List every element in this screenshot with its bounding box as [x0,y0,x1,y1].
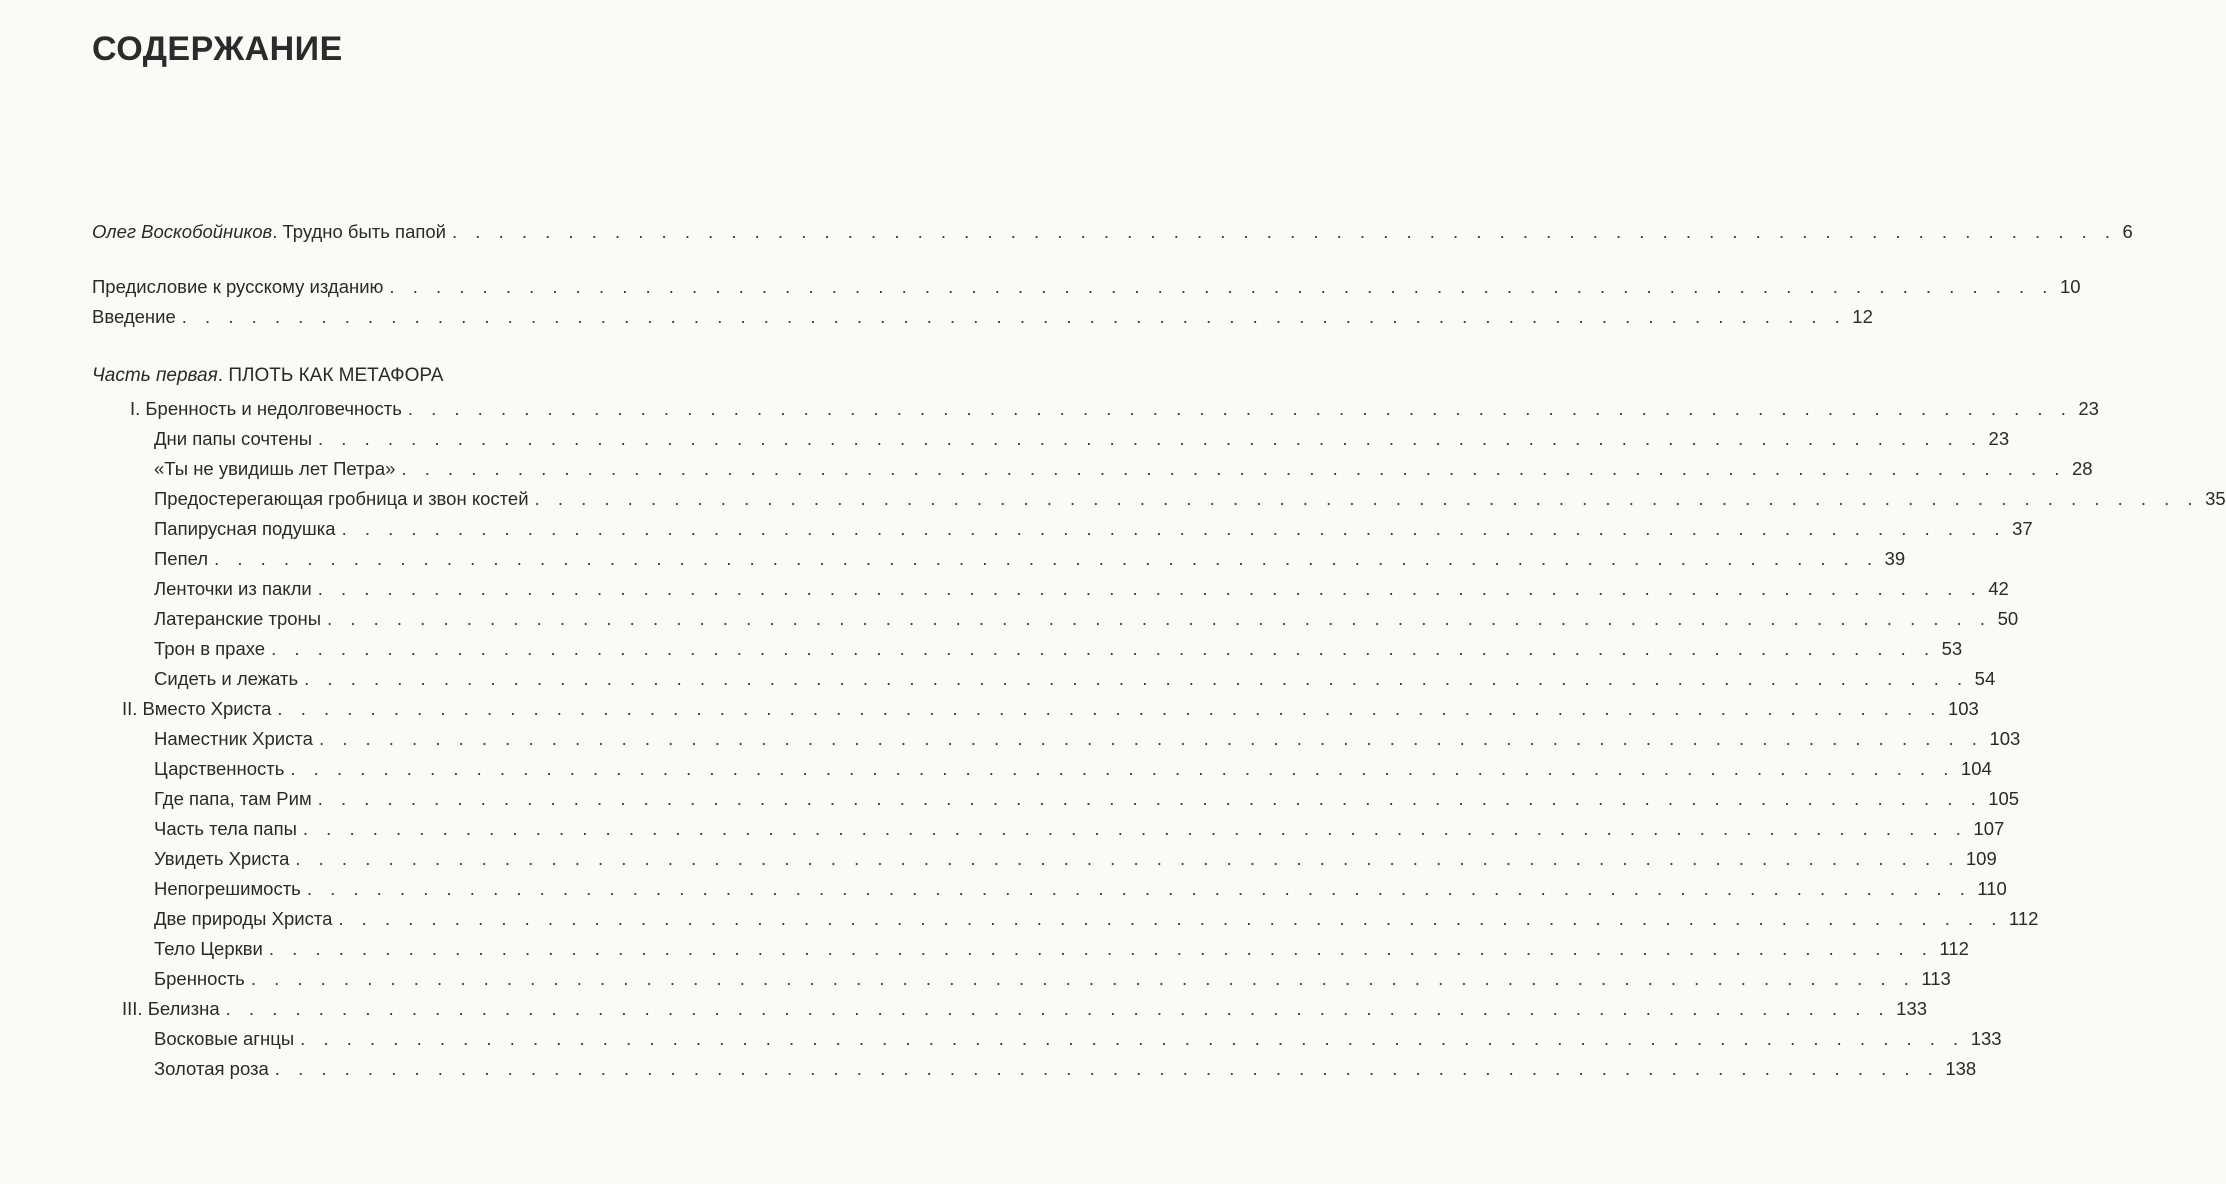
toc-leader-dots: . . . . . . . . . . . . . . . . . . . . . . . . . . . . . . . . . . . . . . . . . . . . . . . . . . . . . . . . . . . . . . . . . . . . . . . . [290,758,1955,779]
toc-leader-dots: . . . . . . . . . . . . . . . . . . . . . . . . . . . . . . . . . . . . . . . . . . . . . . . . . . . . . . . . . . . . . . . . . . . . . . . . [341,518,2007,539]
toc-leader-dots: . . . . . . . . . . . . . . . . . . . . . . . . . . . . . . . . . . . . . . . . . . . . . . . . . . . . . . . . . . . . . . . . . . . . . . . . [274,1058,1940,1079]
toc-page-number: 50 [1997,608,2019,629]
toc-entry-foreword-voskoboynikov[interactable] [92,213,2133,243]
toc-section-title: Непогрешимость [154,878,301,899]
toc-section-title: Дни папы сочтены [154,428,313,449]
toc-entry-introduction[interactable] [92,298,1873,328]
toc-section-title: Восковые агнцы [154,1028,295,1049]
toc-page-number: 53 [1941,638,1963,659]
toc-page-number: 113 [1921,968,1951,989]
toc-entry-title: Введение [92,306,176,327]
toc-chapter-title: III. Белизна [122,998,220,1019]
toc-section[interactable] [154,810,2005,840]
toc-leader-dots: . . . . . . . . . . . . . . . . . . . . . . . . . . . . . . . . . . . . . . . . . . . . . . . . . . . . . . . . . . . . . . . . . . . . . . . . [452,221,2117,242]
toc-chapter-1[interactable] [130,390,2099,420]
toc-page-number: 109 [1965,848,1997,869]
toc-page-number: 23 [2078,398,2099,419]
toc-section[interactable] [154,870,2007,900]
toc-leader-dots: . . . . . . . . . . . . . . . . . . . . . . . . . . . . . . . . . . . . . . . . . . . . . . . . . . . . . . . . . . . . . . . . . . . . . . . . [214,548,1879,569]
toc-section[interactable] [154,600,2019,630]
toc-page-number: 103 [1947,698,1979,719]
toc-section[interactable] [154,540,1906,570]
toc-section-title: Часть тела папы [154,818,297,839]
toc-page-number: 110 [1977,878,2007,899]
toc-page-number: 42 [1988,578,2009,599]
toc-chapter-3[interactable] [122,990,1928,1020]
toc-page-number: 105 [1988,788,2020,809]
toc-section-title: Сидеть и лежать [154,668,299,689]
part-heading [92,365,443,387]
toc-section[interactable] [154,1020,2002,1050]
toc-chapter-2[interactable] [122,690,1979,720]
toc-section-title: Увидеть Христа [154,848,290,869]
toc-section[interactable] [154,570,2009,600]
toc-section-title: Царственность [154,758,285,779]
toc-page-number: 104 [1960,758,1992,779]
toc-page-number: 12 [1852,306,1873,327]
toc-section[interactable] [154,660,1996,690]
toc-section-title: Трон в прахе [154,638,266,659]
toc-page-number: 112 [1939,938,1969,959]
toc-section[interactable] [154,960,1951,990]
toc-section[interactable] [154,720,2021,750]
toc-leader-dots: . . . . . . . . . . . . . . . . . . . . . . . . . . . . . . . . . . . . . . . . . . . . . . . . . . . . . . . . . . . . . . . . . . . . . . . . [268,938,1934,959]
toc-entry-preface[interactable] [92,268,2081,298]
toc-leader-dots: . . . . . . . . . . . . . . . . . . . . . . . . . . . . . . . . . . . . . . . . . . . . . . . . . . . . . . . . . . . . . . . . . . . . . . . . [338,908,2003,929]
toc-chapter-title: II. Вместо Христа [122,698,272,719]
part-label: Часть первая [92,365,218,386]
toc-section-title: Где папа, там Рим [154,788,312,809]
toc-section-title: Наместник Христа [154,728,313,749]
toc-leader-dots: . . . . . . . . . . . . . . . . . . . . . . . . . . . . . . . . . . . . . . . . . . . . . . . . . . . . . . . . . . . . . . . . . . . . . . . . [327,608,1992,629]
toc-leader-dots: . . . . . . . . . . . . . . . . . . . . . . . . . . . . . . . . . . . . . . . . . . . . . . . . . . . . . . . . . . . . . . . . . . . . . . . . [295,848,1960,869]
toc-section[interactable] [154,480,2226,510]
toc-section[interactable] [154,780,2020,810]
toc-leader-dots: . . . . . . . . . . . . . . . . . . . . . . . . . . . . . . . . . . . . . . . . . . . . . . . . . . . . . . . . . . . . . . . . . . . . . . . . [181,306,1847,327]
toc-section-title: «Ты не увидишь лет Петра» [154,458,396,479]
toc-section-title: Папирусная подушка [154,518,336,539]
toc-page-number: 107 [1973,818,2005,839]
toc-leader-dots: . . . . . . . . . . . . . . . . . . . . . . . . . . . . . . . . . . . . . . . . . . . . . . . . . . . . . . . . . . . . . . . . . . . . . . . . [318,728,1984,749]
toc-page-number: 133 [1896,998,1928,1019]
toc-leader-dots: . . . . . . . . . . . . . . . . . . . . . . . . . . . . . . . . . . . . . . . . . . . . . . . . . . . . . . . . . . . . . . . . . . . . . . . . [302,818,1968,839]
toc-page-number: 28 [2071,458,2093,479]
toc-page-number: 133 [1970,1028,2002,1049]
toc-leader-dots: . . . . . . . . . . . . . . . . . . . . . . . . . . . . . . . . . . . . . . . . . . . . . . . . . . . . . . . . . . . . . . . . . . . . . . . . [317,788,1983,809]
toc-chapter-title: I. Бренность и недолговечность [130,398,402,419]
toc-page-number: 37 [2012,518,2033,539]
toc-leader-dots: . . . . . . . . . . . . . . . . . . . . . . . . . . . . . . . . . . . . . . . . . . . . . . . . . . . . . . . . . . . . . . . . . . . . . . . . [318,428,1983,449]
toc-section[interactable] [154,750,1992,780]
toc-leader-dots: . . . . . . . . . . . . . . . . . . . . . . . . . . . . . . . . . . . . . . . . . . . . . . . . . . . . . . . . . . . . . . . . . . . . . . . . [277,698,1942,719]
toc-section-title: Тело Церкви [154,938,263,959]
part-title: . ПЛОТЬ КАК МЕТАФОРА [217,365,444,386]
toc-section[interactable] [154,900,2039,930]
toc-page-number: 103 [1989,728,2021,749]
toc-section[interactable] [154,630,1963,660]
toc-leader-dots: . . . . . . . . . . . . . . . . . . . . . . . . . . . . . . . . . . . . . . . . . . . . . . . . . . . . . . . . . . . . . . . . . . . . . . . . [534,488,2200,509]
toc-section-title: Две природы Христа [154,908,333,929]
toc-section[interactable] [154,840,1997,870]
toc-entry-author: Олег Воскобойников [92,221,273,242]
toc-leader-dots: . . . . . . . . . . . . . . . . . . . . . . . . . . . . . . . . . . . . . . . . . . . . . . . . . . . . . . . . . . . . . . . . . . . . . . . . [306,878,1972,899]
toc-section[interactable] [154,420,2010,450]
toc-leader-dots: . . . . . . . . . . . . . . . . . . . . . . . . . . . . . . . . . . . . . . . . . . . . . . . . . . . . . . . . . . . . . . . . . . . . . . . . [225,998,1891,1019]
toc-page-number: 35 [2205,488,2226,509]
toc-page-number: 112 [2008,908,2039,929]
toc-entry-title: Олег Воскобойников. Трудно быть папой [92,221,447,242]
toc-section[interactable] [154,450,2093,480]
toc-page-number: 6 [2122,221,2133,242]
toc-entry-title: Предисловие к русскому изданию [92,276,384,297]
toc-page-number: 54 [1974,668,1996,689]
toc-section[interactable] [154,510,2033,540]
toc-page-number: 39 [1884,548,1906,569]
toc-page-number: 138 [1945,1058,1977,1079]
toc-section-title: Латеранские троны [154,608,322,629]
toc-leader-dots: . . . . . . . . . . . . . . . . . . . . . . . . . . . . . . . . . . . . . . . . . . . . . . . . . . . . . . . . . . . . . . . . . . . . . . . . [271,638,1936,659]
toc-section-title: Пепел [154,548,209,569]
toc-leader-dots: . . . . . . . . . . . . . . . . . . . . . . . . . . . . . . . . . . . . . . . . . . . . . . . . . . . . . . . . . . . . . . . . . . . . . . . . [401,458,2066,479]
toc-section-title: Предостерегающая гробница и звон костей [154,488,529,509]
toc-section[interactable] [154,930,1969,960]
toc-section-title: Золотая роза [154,1058,269,1079]
toc-section-title: Бренность [154,968,245,989]
page-title: СОДЕРЖАНИЕ [92,30,343,68]
toc-leader-dots: . . . . . . . . . . . . . . . . . . . . . . . . . . . . . . . . . . . . . . . . . . . . . . . . . . . . . . . . . . . . . . . . . . . . . . . . [300,1028,1965,1049]
toc-section-title: Ленточки из пакли [154,578,312,599]
toc-page-number: 10 [2059,276,2081,297]
toc-leader-dots: . . . . . . . . . . . . . . . . . . . . . . . . . . . . . . . . . . . . . . . . . . . . . . . . . . . . . . . . . . . . . . . . . . . . . . . . [407,398,2073,419]
toc-section[interactable] [154,1050,1977,1080]
toc-leader-dots: . . . . . . . . . . . . . . . . . . . . . . . . . . . . . . . . . . . . . . . . . . . . . . . . . . . . . . . . . . . . . . . . . . . . . . . . [389,276,2054,297]
toc-leader-dots: . . . . . . . . . . . . . . . . . . . . . . . . . . . . . . . . . . . . . . . . . . . . . . . . . . . . . . . . . . . . . . . . . . . . . . . . [317,578,1983,599]
toc-page-number: 23 [1988,428,2010,449]
toc-leader-dots: . . . . . . . . . . . . . . . . . . . . . . . . . . . . . . . . . . . . . . . . . . . . . . . . . . . . . . . . . . . . . . . . . . . . . . . . [250,968,1916,989]
toc-leader-dots: . . . . . . . . . . . . . . . . . . . . . . . . . . . . . . . . . . . . . . . . . . . . . . . . . . . . . . . . . . . . . . . . . . . . . . . . [304,668,1969,689]
